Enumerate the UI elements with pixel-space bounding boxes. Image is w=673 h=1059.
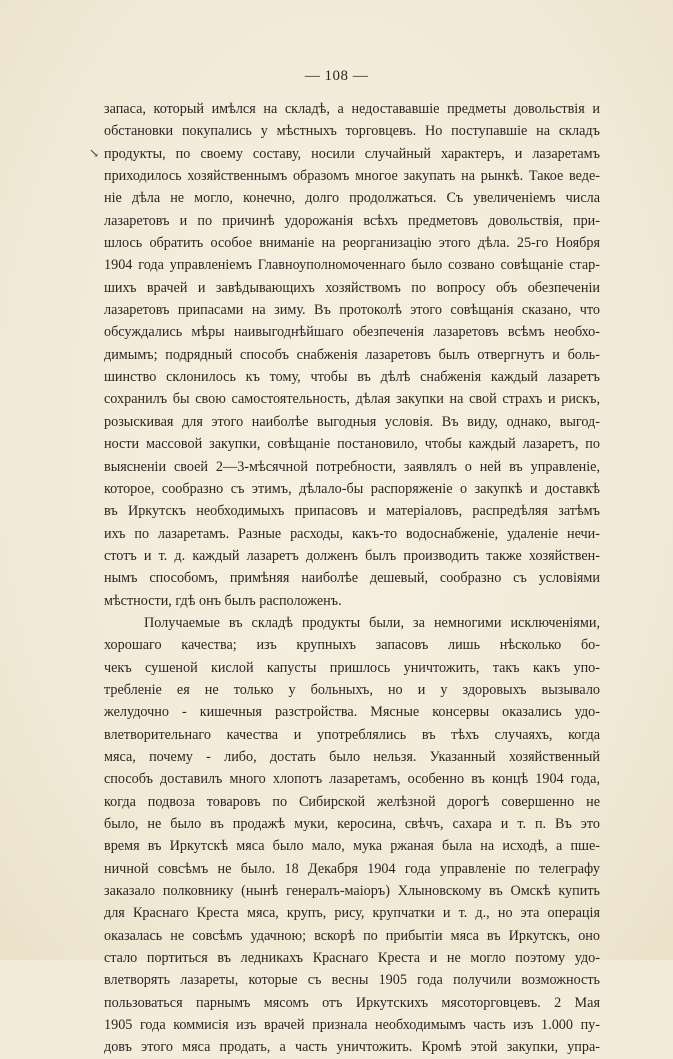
text-line: заказало полковнику (нынѣ генералъ-маiоръ) Хлыновскому въ Омскѣ купить	[104, 883, 600, 900]
text-line: требленiе ея не только у больныхъ, но и у здоровыхъ вызывало	[104, 681, 600, 698]
text-line: шинство склонилось къ тому, чтобы въ дѣлѣ снабженiя каждый лазаретъ	[104, 369, 600, 386]
text-line: влетворительнаго качества и употреблялись въ тѣхъ случаяхъ, когда	[104, 726, 600, 743]
text-line: стотъ и т. д. каждый лазаретъ долженъ былъ производить также хозяйствен-	[104, 547, 600, 564]
text-line: было, не было въ продажѣ муки, керосина, свѣчъ, сахара и т. п. Въ это	[104, 816, 600, 832]
text-line: для Краснаго Креста мяса, крупъ, рису, крупчатки и т. д., но эта операцiя	[104, 905, 600, 922]
text-line: лазаретовъ припасами на зиму. Въ протоколѣ этого совѣщанiя сказано, что	[104, 302, 600, 319]
text-line: обстановки покупались у мѣстныхъ торговцевъ. Но поступавшiе на складъ	[104, 123, 600, 140]
text-line: нымъ способомъ, примѣняя наиболѣе дешевый, сообразно съ условiями	[104, 570, 600, 587]
text-line: способъ доставилъ много хлопотъ лазаретамъ, особенно въ концѣ 1904 года,	[104, 771, 600, 788]
text-line: въ Иркутскъ необходимыхъ припасовъ и матерiаловъ, распредѣляя затѣмъ	[104, 503, 600, 520]
text-line: Получаемые въ складѣ продукты были, за немногими исключенiями,	[144, 614, 600, 631]
text-line: стало портиться въ ледникахъ Краснаго Креста и не могло поэтому удо-	[104, 950, 600, 967]
body-text	[104, 98, 600, 1059]
text-line: влетворять лазареты, которые съ весны 1905 года получили возможность	[104, 972, 600, 989]
text-line: оказалась не совсѣмъ удачною; вскорѣ по прибытiи мяса въ Иркутскъ, оно	[104, 927, 600, 944]
text-line: нiе дѣла не могло, конечно, долго продолжаться. Съ увеличенiемъ числа	[104, 190, 600, 207]
text-line: 1905 года коммисiя изъ врачей признала необходимымъ часть изъ 1.000 пу-	[104, 1017, 600, 1034]
text-line: 1904 года управленiемъ Главноуполномоченнаго было созвано совѣщанiе стар-	[104, 257, 600, 274]
text-line: шлось обратить особое вниманiе на реорганизацiю этого дѣла. 25-го Ноября	[104, 235, 600, 252]
text-line: мѣстности, гдѣ онъ былъ расположенъ.	[104, 592, 342, 609]
text-line: довъ этого мяса продать, а часть уничтожить. Кромѣ этой закупки, упра-	[104, 1039, 600, 1056]
text-line: приходилось хозяйственнымъ образомъ многое закупать на рынкѣ. Такое веде-	[104, 168, 600, 185]
margin-mark: ↘	[89, 146, 100, 160]
text-line: желудочно - кишечныя разстройства. Мясные консервы оказались удо-	[104, 704, 600, 721]
text-line: время въ Иркутскѣ мяса было мало, мука ржаная была на исходѣ, а пше-	[104, 838, 600, 855]
text-line: ихъ по лазаретамъ. Разные расходы, какъ-то водоснабженiе, удаленiе нечи-	[104, 525, 600, 542]
text-line: сохранилъ бы свою самостоятельность, дѣлая закупки на свой страхъ и рискъ,	[104, 391, 600, 408]
text-line: запаса, который имѣлся на складѣ, а недостававшiе предметы довольствiя и	[104, 101, 600, 117]
text-line: лазаретовъ и по причинѣ удорожанiя всѣхъ предметовъ довольствiя, при-	[104, 212, 600, 229]
text-line: выясненiи своей 2—3-мѣсячной потребности, заявлялъ о ней въ управленiе,	[104, 458, 600, 475]
text-line: чекъ сушеной кислой капусты пришлось уничтожить, такъ какъ упо-	[104, 659, 600, 676]
text-line: обсуждались мѣры наивыгоднѣйшаго обезпеченiя лазаретовъ всѣмъ необхо-	[104, 324, 600, 341]
text-line: продукты, по своему составу, носили случайный характеръ, и лазаретамъ	[104, 145, 600, 162]
text-line: розыскивая для этого наиболѣе выгодныя условiя. Въ виду, однако, выгод-	[104, 413, 600, 430]
text-line: димымъ; подрядный способъ снабженiя лазаретовъ былъ отвергнутъ и боль-	[104, 346, 600, 363]
text-line: ности массовой закупки, совѣщанiе постановило, чтобы каждый лазаретъ, по	[104, 436, 600, 453]
text-line: когда подвоза товаровъ по Сибирской желѣзной дорогѣ совершенно не	[104, 793, 600, 810]
page-number: — 108 —	[304, 68, 369, 84]
text-line: мяса, почему - либо, достать было нельзя. Указанный хозяйственный	[104, 748, 600, 765]
text-line: хорошаго качества; изъ крупныхъ запасовъ лишь нѣсколько бо-	[104, 637, 600, 654]
text-line: шихъ врачей и завѣдывающихъ хозяйствомъ по вопросу объ обезпеченiи	[104, 279, 600, 296]
text-line: пользоваться парнымъ мясомъ отъ Иркутскихъ мясоторговцевъ. 2 Мая	[104, 994, 600, 1011]
text-line: которое, сообразно съ этимъ, дѣлало-бы распоряженiе о закупкѣ и доставкѣ	[104, 480, 600, 497]
text-line: ничной совсѣмъ не было. 18 Декабря 1904 года управленiе по телеграфу	[104, 860, 600, 877]
